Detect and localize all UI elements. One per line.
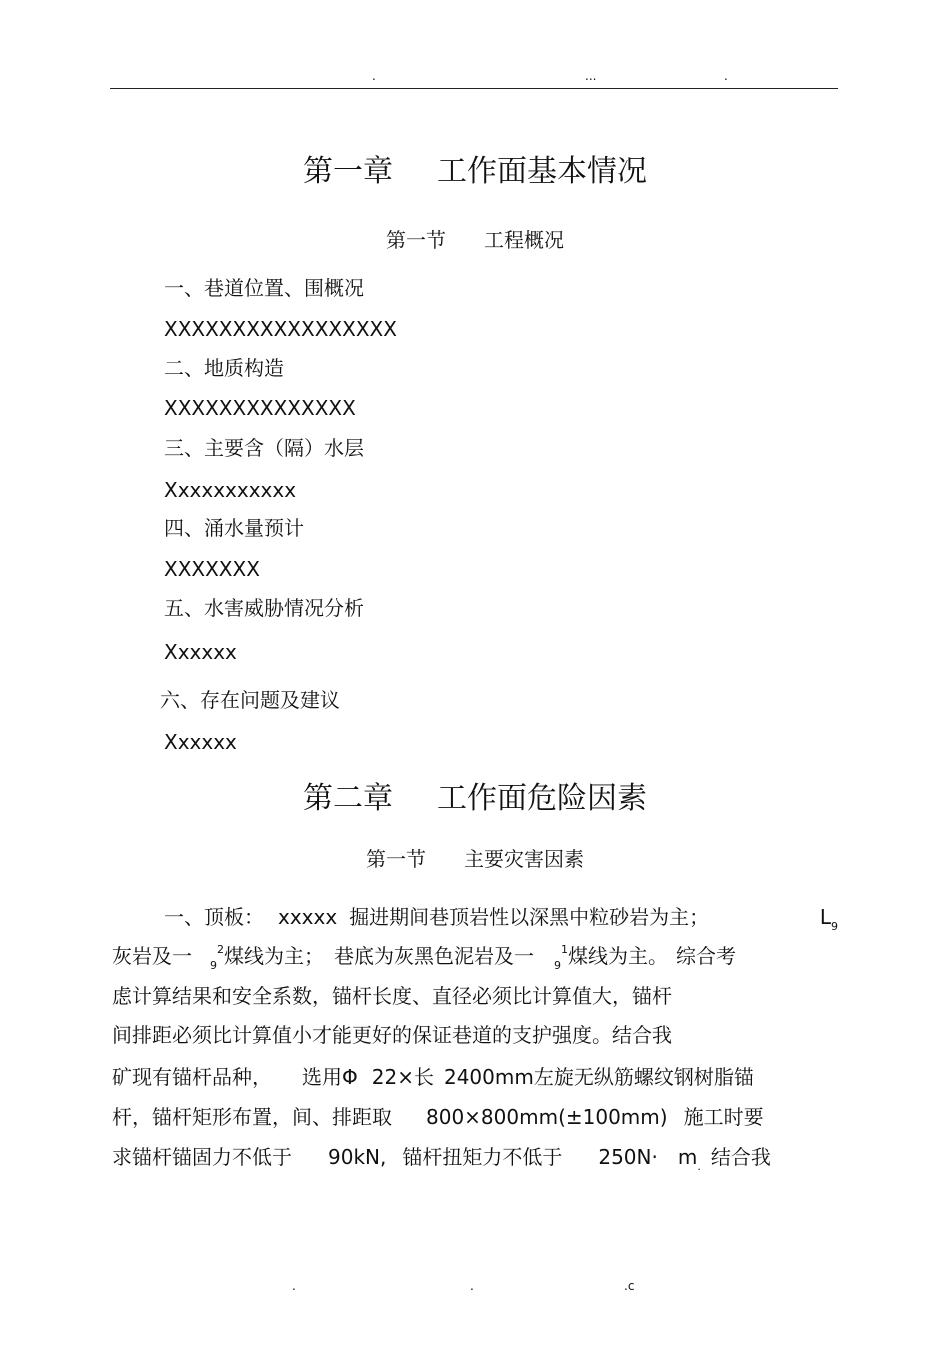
section-2-number: 第一节: [366, 847, 426, 871]
text-run: 250N·: [598, 1145, 658, 1169]
header-dot: .: [372, 69, 376, 83]
chapter-2-number: 第二章: [303, 781, 393, 816]
chapter-1-title: [0, 154, 950, 190]
paragraph-line: 虑计算结果和安全系数，锚杆长度、直径必须比计算值大，锚杆: [112, 984, 672, 1008]
text-run: L: [819, 905, 831, 929]
section-1-number: 第一节: [386, 228, 446, 252]
text-run: 施工时要: [683, 1105, 764, 1129]
chapter-2-title: [0, 781, 950, 817]
text-run: xxxxx: [278, 905, 338, 929]
section-1-name: 工程概况: [484, 228, 564, 252]
paragraph-line: [112, 1065, 842, 1089]
header-dot: .: [724, 69, 728, 83]
header-rule: [110, 88, 838, 89]
text-run: 求锚杆锚固力不低于: [112, 1145, 292, 1169]
section-2-name: 主要灾害因素: [464, 847, 584, 871]
item-content: Xxxxxx: [164, 730, 237, 754]
text-run: 选用Φ: [302, 1065, 358, 1089]
chapter-2-name: 工作面危险因素: [437, 781, 647, 816]
text-run: 巷底为灰黑色泥岩及一: [334, 944, 534, 968]
text-run: 煤线为主。: [568, 944, 668, 968]
chapter-1-number: 第一章: [303, 154, 393, 189]
paragraph-line: [164, 905, 840, 933]
item-content: XXXXXXX: [164, 557, 260, 581]
item-content: XXXXXXXXXXXXXXXXX: [164, 317, 397, 341]
text-run: 灰岩及一: [112, 944, 192, 968]
text-run: 22×长: [371, 1065, 434, 1089]
footer-dot: .: [470, 1279, 474, 1293]
item-content: Xxxxxxxxxxx: [164, 478, 297, 502]
text-run: 结合我: [710, 1145, 771, 1169]
text-run: 2400mm左旋无纵筋螺纹钢树脂锚: [443, 1065, 754, 1089]
text-run: 一、顶板：: [164, 905, 264, 929]
subscript: 9: [554, 959, 561, 972]
item-heading: 二、地质构造: [164, 356, 284, 380]
subscript: 9: [831, 920, 838, 933]
item-heading: 六、存在问题及建议: [160, 688, 340, 712]
paragraph-line: 间排距必须比计算值小才能更好的保证巷道的支护强度。结合我: [112, 1023, 672, 1047]
item-heading: 四、涌水量预计: [164, 516, 304, 540]
paragraph-line: [112, 1105, 842, 1129]
section-1-title: [0, 228, 950, 252]
text-run: 矿现有锚杆品种，: [112, 1065, 272, 1089]
superscript: 1: [561, 943, 568, 956]
text-run: 煤线为主；: [224, 944, 324, 968]
item-content: Xxxxxx: [164, 640, 237, 664]
superscript: 2: [217, 943, 224, 956]
item-content: XXXXXXXXXXXXXX: [164, 396, 356, 420]
text-run: 800×800mm(±100mm): [426, 1105, 668, 1129]
paragraph-line: [112, 944, 842, 972]
item-heading: 五、水害威胁情况分析: [164, 596, 364, 620]
footer-dot: .c: [624, 1279, 635, 1293]
text-run: m: [677, 1145, 698, 1169]
text-run: 锚杆扭矩力不低于: [402, 1145, 563, 1169]
item-heading: 三、主要含（隔）水层: [164, 436, 364, 460]
section-2-title: [0, 847, 950, 871]
paragraph-line: 求锚杆锚固力不低于 90kN, 锚杆扭矩力不低于 $250N\cdot m_.$ 结合我: [112, 1145, 771, 1173]
chapter-1-name: 工作面基本情况: [437, 154, 647, 189]
subscript: 9: [210, 959, 217, 972]
text-run: 90kN,: [328, 1145, 387, 1169]
text-run: 杆，锚杆矩形布置，间、排距取: [112, 1105, 392, 1129]
item-heading: 一、巷道位置、围概况: [164, 276, 364, 300]
text-run: 掘进期间巷顶岩性以深黑中粒砂岩为主；: [349, 905, 710, 929]
header-dots: ...: [585, 69, 597, 83]
footer-dot: .: [292, 1279, 296, 1293]
text-run: 综合考: [676, 944, 736, 968]
